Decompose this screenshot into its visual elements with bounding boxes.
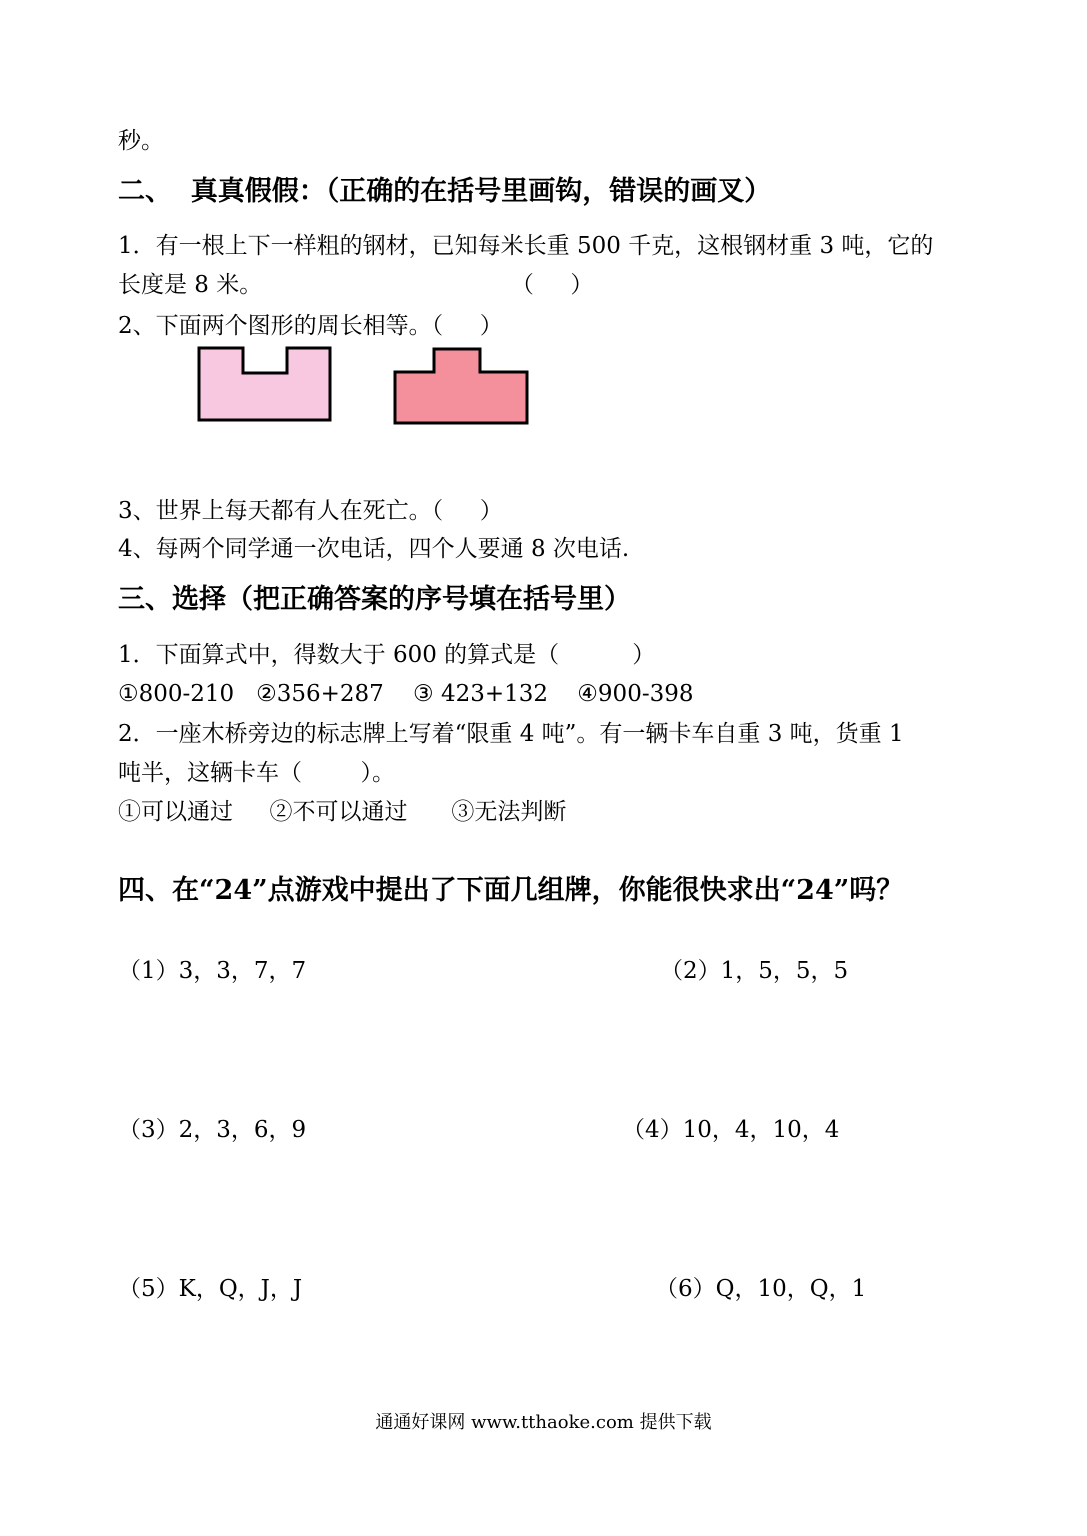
t-shape — [395, 349, 527, 423]
card-set-5: （5）K，Q，J，J — [118, 1276, 303, 1302]
section3-q1: 1．下面算式中，得数大于 600 的算式是（ ） — [118, 642, 656, 668]
section2-q4: 4、每两个同学通一次电话，四个人要通 8 次电话. — [118, 536, 630, 562]
card-set-6: （6）Q，10，Q，1 — [655, 1276, 867, 1302]
section2-q2: 2、下面两个图形的周长相等。（ ） — [118, 313, 503, 339]
section2-q1-line2: 长度是 8 米。 （ ） — [118, 272, 594, 298]
section2-q1-line1: 1．有一根上下一样粗的钢材，已知每米长重 500 千克，这根钢材重 3 吨，它的 — [118, 233, 934, 259]
section3-q1-options: ①800-210 ②356+287 ③ 423+132 ④900-398 — [118, 681, 694, 707]
top-fragment: 秒。 — [118, 128, 164, 154]
section3-q2-line2: 吨半，这辆卡车（ ）。 — [118, 760, 395, 786]
card-set-4: （4）10，4，10，4 — [622, 1117, 840, 1143]
section3-q2-options: ①可以通过 ②不可以通过 ③无法判断 — [118, 799, 567, 825]
section3-q2-line1: 2．一座木桥旁边的标志牌上写着“限重 4 吨”。有一辆卡车自重 3 吨，货重 1 — [118, 721, 904, 747]
section2-q3: 3、世界上每天都有人在死亡。（ ） — [118, 498, 503, 524]
perimeter-shapes — [190, 340, 550, 440]
section2-title: 二、 真真假假：（正确的在括号里画钩，错误的画叉） — [118, 176, 772, 207]
section4-title: 四、在“24”点游戏中提出了下面几组牌，你能很快求出“24”吗？ — [118, 875, 904, 906]
section3-title: 三、选择（把正确答案的序号填在括号里） — [118, 584, 631, 615]
card-set-3: （3）2，3，6，9 — [118, 1117, 307, 1143]
footer-credit: 通通好课网 www.tthaoke.com 提供下载 — [375, 1412, 712, 1433]
u-shape — [199, 348, 330, 420]
card-set-1: （1）3，3，7，7 — [118, 958, 307, 984]
card-set-2: （2）1，5，5，5 — [660, 958, 849, 984]
